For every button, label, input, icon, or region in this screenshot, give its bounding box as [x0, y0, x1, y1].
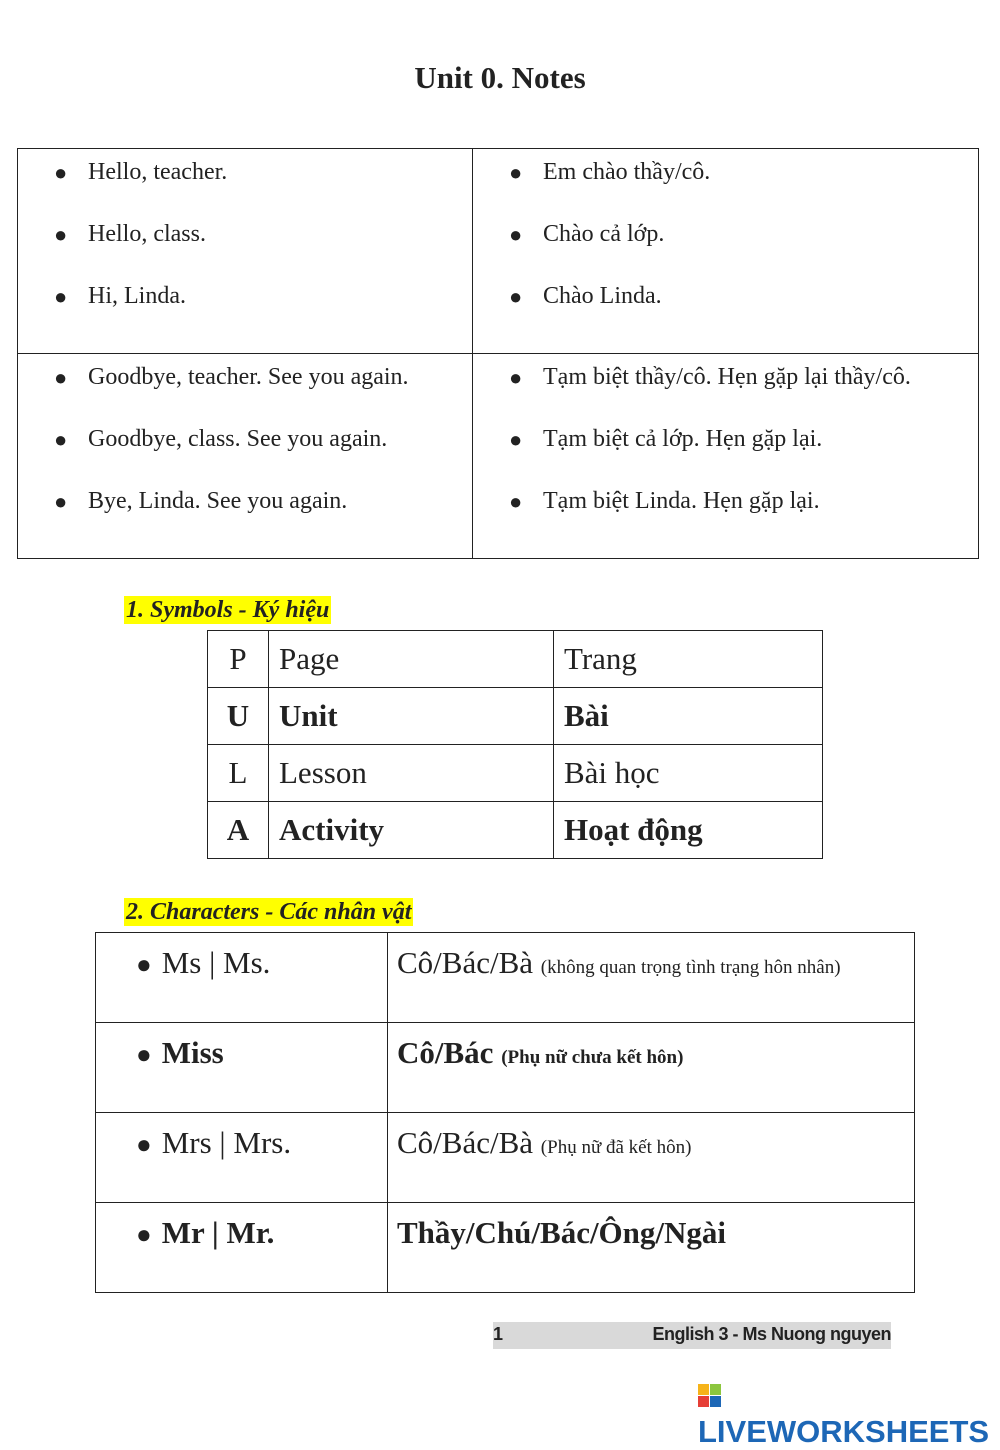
table-row	[208, 631, 823, 688]
greetings-english-cell	[18, 354, 473, 559]
table-row	[208, 802, 823, 859]
character-title: ● Mr | Mr.	[96, 1203, 388, 1293]
character-meaning: Thầy/Chú/Bác/Ông/Ngài	[388, 1203, 915, 1293]
list-item: ● Tạm biệt Linda. Hẹn gặp lại.	[509, 486, 978, 517]
list-item: ● Hi, Linda.	[54, 281, 472, 312]
symbols-table	[207, 630, 823, 859]
bullet-icon: ●	[54, 160, 68, 185]
bullet-icon: ●	[509, 222, 523, 247]
bullet-icon: ●	[54, 365, 68, 390]
list-item: ● Goodbye, class. See you again.	[54, 424, 472, 455]
list-item: ● Tạm biệt thầy/cô. Hẹn gặp lại thầy/cô.	[509, 362, 978, 393]
character-note: (Phụ nữ chưa kết hôn)	[501, 1047, 684, 1068]
symbol-english: Page	[269, 631, 554, 688]
symbol-code: L	[208, 745, 269, 802]
table-row	[208, 688, 823, 745]
greetings-english-cell	[18, 149, 473, 354]
symbol-code: U	[208, 688, 269, 745]
bullet-icon: ●	[54, 222, 68, 247]
table-row	[208, 745, 823, 802]
bullet-icon: ●	[54, 427, 68, 452]
table-row	[96, 1203, 915, 1293]
greetings-vietnamese-cell	[473, 354, 979, 559]
list-item: ● Hello, teacher.	[54, 157, 472, 188]
list-item: ● Hello, class.	[54, 219, 472, 250]
character-note: (không quan trọng tình trạng hôn nhân)	[540, 957, 841, 978]
bullet-icon: ●	[54, 489, 68, 514]
character-note: (Phụ nữ đã kết hôn)	[540, 1137, 692, 1158]
greetings-table	[17, 148, 979, 559]
symbol-vietnamese: Hoạt động	[554, 802, 823, 859]
bullet-icon: ●	[136, 950, 152, 979]
character-meaning: Cô/Bác (Phụ nữ chưa kết hôn)	[388, 1023, 915, 1113]
character-meaning: Cô/Bác/Bà (Phụ nữ đã kết hôn)	[388, 1113, 915, 1203]
list-item: ● Chào cả lớp.	[509, 219, 978, 250]
bullet-icon: ●	[509, 489, 523, 514]
footer-text: English 3 - Ms Nuong nguyen	[652, 1324, 891, 1344]
list-item: ● Bye, Linda. See you again.	[54, 486, 472, 517]
list-item: ● Chào Linda.	[509, 281, 978, 312]
bullet-icon: ●	[136, 1130, 152, 1159]
character-title: ● Ms | Ms.	[96, 933, 388, 1023]
liveworksheets-logo-icon	[698, 1384, 722, 1408]
watermark-text: LIVEWORKSHEETS	[698, 1414, 990, 1449]
characters-table	[95, 932, 915, 1293]
character-title: ● Miss	[96, 1023, 388, 1113]
symbol-code: A	[208, 802, 269, 859]
bullet-icon: ●	[54, 284, 68, 309]
greetings-row-goodbye	[18, 354, 979, 559]
symbol-code: P	[208, 631, 269, 688]
character-title: ● Mrs | Mrs.	[96, 1113, 388, 1203]
greetings-vietnamese-cell	[473, 149, 979, 354]
table-row	[96, 1023, 915, 1113]
table-row	[96, 1113, 915, 1203]
page-footer	[493, 1322, 891, 1349]
bullet-icon: ●	[509, 365, 523, 390]
greetings-row-hello	[18, 149, 979, 354]
list-item: ● Goodbye, teacher. See you again.	[54, 362, 472, 393]
symbols-heading: 1. Symbols - Ký hiệu	[126, 597, 330, 623]
bullet-icon: ●	[509, 284, 523, 309]
list-item: ● Tạm biệt cả lớp. Hẹn gặp lại.	[509, 424, 978, 455]
symbol-vietnamese: Bài học	[554, 745, 823, 802]
symbol-english: Activity	[269, 802, 554, 859]
symbol-english: Lesson	[269, 745, 554, 802]
liveworksheets-logo	[698, 1378, 1000, 1450]
page-title: Unit 0. Notes	[414, 60, 586, 95]
symbol-vietnamese: Trang	[554, 631, 823, 688]
table-row	[96, 933, 915, 1023]
character-meaning: Cô/Bác/Bà (không quan trọng tình trạng hôn nhân)	[388, 933, 915, 1023]
symbol-vietnamese: Bài	[554, 688, 823, 745]
symbol-english: Unit	[269, 688, 554, 745]
bullet-icon: ●	[136, 1220, 152, 1249]
list-item: ● Em chào thầy/cô.	[509, 157, 978, 188]
bullet-icon: ●	[136, 1040, 152, 1069]
page-number: 1	[493, 1324, 504, 1344]
characters-heading: 2. Characters - Các nhân vật	[126, 899, 412, 925]
bullet-icon: ●	[509, 160, 523, 185]
bullet-icon: ●	[509, 427, 523, 452]
